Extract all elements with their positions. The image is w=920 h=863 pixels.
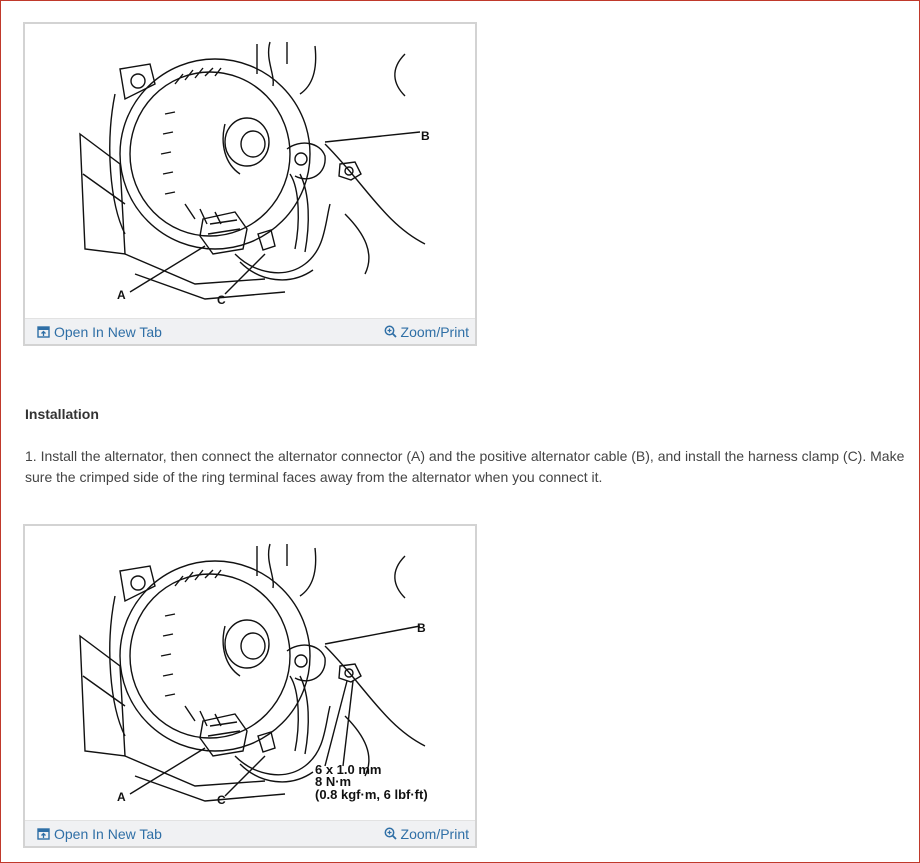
figure-toolbar [25,318,475,344]
open-in-new-tab-label: Open In New Tab [54,323,162,340]
callout-b: B [421,129,430,143]
alternator-drawing [25,526,475,820]
figure-toolbar [25,820,475,846]
torque-spec-imperial: (0.8 kgf·m, 6 lbf·ft) [315,787,428,802]
zoom-magnifier-icon [384,827,397,840]
zoom-print-label: Zoom/Print [400,825,469,842]
alternator-diagram-image [25,24,475,318]
callout-c: C [217,293,226,307]
zoom-print-label: Zoom/Print [400,323,469,340]
callout-b: B [417,621,426,635]
zoom-magnifier-icon [384,325,397,338]
alternator-drawing [25,24,475,318]
torque-spec-size: 6 x 1.0 mm [315,762,382,777]
open-in-new-tab-label: Open In New Tab [54,825,162,842]
installation-step-1: 1. Install the alternator, then connect the alternator connector (A) and the positive alternator cable (B), and install the harness clamp (C). Make sure the crimped side of the ring terminal faces away from the alternator when you connect it. [25,448,905,485]
open-in-new-tab-link[interactable] [37,324,162,340]
open-in-new-tab-link[interactable] [37,826,162,842]
alternator-installation-figure [23,524,477,848]
zoom-print-link[interactable] [384,324,469,340]
open-new-tab-icon [37,827,50,840]
alternator-removal-figure [23,22,477,346]
open-new-tab-icon [37,325,50,338]
section-heading: Installation [25,406,99,422]
callout-a: A [117,790,126,804]
callout-c: C [217,793,226,807]
zoom-print-link[interactable] [384,826,469,842]
callout-a: A [117,288,126,302]
alternator-diagram-image [25,526,475,820]
torque-spec-nm: 8 N·m [315,774,352,789]
